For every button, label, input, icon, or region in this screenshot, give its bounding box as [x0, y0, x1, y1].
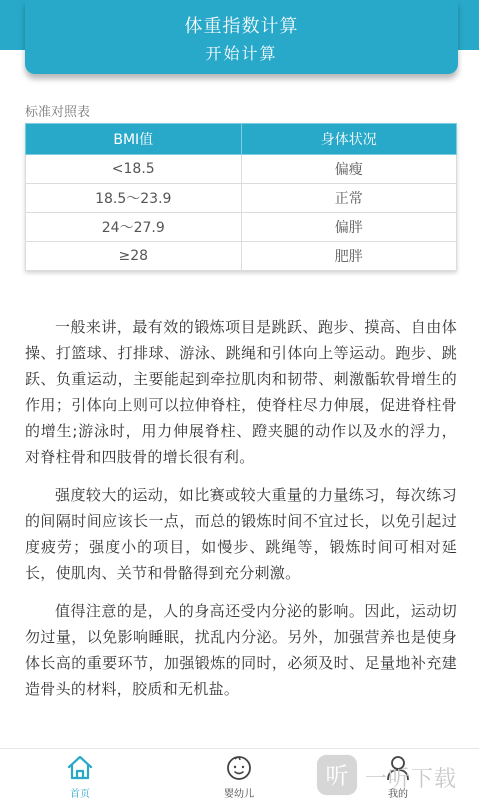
article-paragraph: 一般来讲，最有效的锻炼项目是跳跃、跑步、摸高、自由体操、打篮球、打排球、游泳、跳绳和引体向上等运动。跑步、跳跃、负重运动，主要能起到牵拉肌肉和韧带、刺激骺软骨增生的作用；引体向上则可以拉伸脊柱，使脊柱尽力伸展，促进脊柱骨的增生;游泳时，用力伸展脊柱、蹬夹腿的动作以及水的浮力，对脊柱骨和四肢骨的增长很有利。 — [25, 318, 457, 466]
status-cell: 偏瘦 — [241, 155, 457, 184]
table-header-row — [26, 124, 457, 155]
watermark — [313, 752, 479, 798]
tab-baby-label: 婴幼儿 — [224, 789, 254, 799]
table-section-label: 标准对照表 — [25, 105, 91, 120]
article-paragraph: 值得注意的是，人的身高还受内分泌的影响。因此，运动切勿过量，以免影响睡眠，扰乱内分泌。另外，加强营养也是使身体长高的重要环节，加强锻炼的同时，必须及时、足量地补充建造骨头的材料，胶质和无机盐。 — [25, 602, 457, 698]
table-row — [26, 213, 457, 242]
bmi-reference-table — [25, 123, 457, 271]
status-cell: 肥胖 — [241, 242, 457, 271]
baby-face-icon — [224, 753, 254, 783]
header-card — [25, 0, 458, 74]
exercise-article — [25, 314, 457, 714]
tab-mine-label: 我的 — [388, 789, 408, 799]
table-row — [26, 155, 457, 184]
watermark-text: 一听下载 — [365, 767, 458, 792]
bmi-value-cell: 18.5～23.9 — [26, 184, 242, 213]
tab-home-label: 首页 — [70, 789, 90, 799]
tab-home[interactable] — [40, 749, 120, 799]
column-header-bmi: BMI值 — [26, 124, 242, 155]
table-row — [26, 242, 457, 271]
ting-logo-icon — [315, 753, 359, 797]
home-icon — [65, 753, 95, 783]
article-paragraph: 强度较大的运动，如比赛或较大重量的力量练习，每次练习的间隔时间应该长一点，而总的锻炼时间不宜过长，以免引起过度疲劳；强度小的项目，如慢步、跳绳等，锻炼时间可相对延长，使肌肉、关节和骨骼得到充分刺激。 — [25, 486, 457, 582]
status-cell: 正常 — [241, 184, 457, 213]
status-cell: 偏胖 — [241, 213, 457, 242]
bmi-value-cell: <18.5 — [26, 155, 242, 184]
bmi-value-cell: 24～27.9 — [26, 213, 242, 242]
bmi-value-cell: ≥28 — [26, 242, 242, 271]
table-row — [26, 184, 457, 213]
svg-text:听: 听 — [325, 763, 349, 790]
page-title: 体重指数计算 — [184, 16, 299, 37]
column-header-status: 身体状况 — [241, 124, 457, 155]
start-calculate-button[interactable]: 开始计算 — [205, 44, 278, 63]
tab-baby[interactable] — [199, 749, 279, 799]
